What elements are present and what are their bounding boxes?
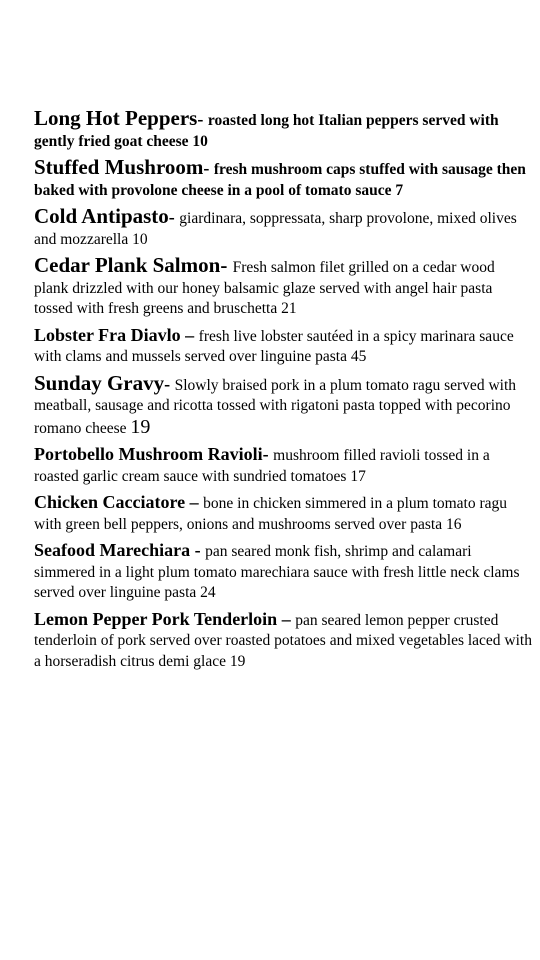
item-name: Stuffed Mushroom [34, 155, 204, 179]
item-separator: - [164, 373, 175, 394]
item-price: 19 [130, 415, 151, 438]
menu-item-lemon-pepper-pork-tenderloin [34, 609, 532, 673]
item-separator: - [203, 158, 214, 178]
item-name: Sunday Gravy [34, 370, 165, 395]
menu-item-cold-antipasto [34, 206, 532, 250]
menu-item-long-hot-peppers [34, 108, 532, 152]
menu-item-seafood-marechiara [34, 540, 532, 604]
item-separator: - [190, 540, 206, 560]
item-description: giardinara, soppressata, sharp provolone, mixed olives and mozzarella 10 [34, 210, 517, 248]
menu-item-cedar-plank-salmon [34, 255, 532, 320]
item-name: Chicken Cacciatore [34, 492, 186, 512]
menu-item-portobello-mushroom-ravioli [34, 444, 532, 487]
item-name: Portobello Mushroom Ravioli [34, 444, 263, 464]
item-name: Lobster Fra Diavlo [34, 324, 181, 345]
item-description: roasted long hot Italian peppers served with gently fried goat cheese 10 [34, 112, 499, 150]
menu-item-stuffed-mushroom [34, 157, 532, 201]
item-name: Long Hot Peppers [34, 106, 198, 130]
item-separator: - [220, 253, 233, 277]
item-separator: - [262, 444, 274, 464]
menu-item-chicken-cacciatore [34, 492, 532, 535]
menu-list [34, 108, 532, 677]
item-separator: - [197, 109, 208, 129]
item-name: Seafood Marechiara [34, 540, 191, 560]
item-description: bone in chicken simmered in a plum tomato ragu with green bell peppers, onions and mushrooms served over pasta 16 [34, 495, 508, 533]
item-separator: – [180, 324, 199, 345]
menu-item-sunday-gravy [34, 370, 532, 440]
item-description: fresh live lobster sautéed in a spicy marinara sauce with clams and mussels served over linguine pasta 45 [34, 327, 514, 365]
item-description: mushroom filled ravioli tossed in a roasted garlic cream sauce with sundried tomatoes 17 [34, 447, 490, 485]
item-description: pan seared lemon pepper crusted tenderloin of pork served over roasted potatoes and mixed vegetables laced with a horseradish citrus demi glace 19 [34, 611, 532, 670]
item-separator: - [168, 207, 180, 227]
item-separator: – [277, 608, 296, 629]
item-description: pan seared monk fish, shrimp and calamari simmered in a light plum tomato marechiara sauce with fresh little neck clams served over linguine pasta 24 [34, 543, 520, 601]
menu-item-lobster-fra-diavlo [34, 325, 532, 368]
item-name: Cedar Plank Salmon [34, 253, 221, 277]
item-description: Slowly braised pork in a plum tomato ragu served with meatball, sausage and ricotta tossed with rigatoni pasta topped with pecorino romano cheese [34, 376, 516, 437]
item-name: Lemon Pepper Pork Tenderloin [34, 608, 278, 629]
item-name: Cold Antipasto [34, 204, 169, 228]
item-separator: – [185, 492, 204, 512]
item-description: Fresh salmon filet grilled on a cedar wood plank drizzled with our honey balsamic glaze served with angel hair pasta tossed with fresh greens and bruschetta 21 [34, 259, 495, 317]
item-description: fresh mushroom caps stuffed with sausage then baked with provolone cheese in a pool of tomato sauce 7 [34, 161, 526, 199]
